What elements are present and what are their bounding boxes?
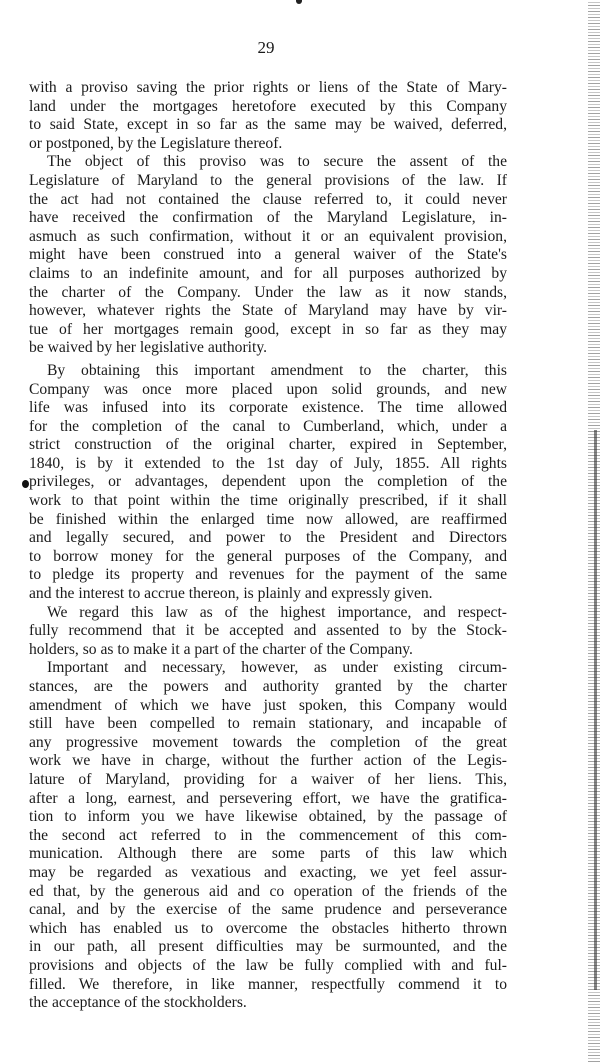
text-line: work to that point within the time originally prescribed, if it shall (29, 492, 507, 510)
text-line: filled. We therefore, in like manner, respectfully commend it to (29, 975, 507, 993)
text-line: with a proviso saving the prior rights or liens of the State of Mary- (29, 79, 507, 96)
text-line: privileges, or advantages, dependent upon the completion of the (29, 473, 507, 491)
paragraph (29, 79, 507, 153)
text-line: after a long, earnest, and persevering effort, we have the gratifica- (29, 789, 507, 807)
body-text (29, 79, 507, 1013)
text-line: life was infused into its corporate existence. The time allowed (29, 399, 507, 417)
text-line: asmuch as such confirmation, without it or an equivalent provision, (29, 227, 507, 245)
text-line: might have been construed into a general waiver of the State's (29, 246, 507, 264)
text-line: holders, so as to make it a part of the charter of the Company. (29, 640, 413, 658)
scan-mark (296, 0, 302, 4)
text-line: ed that, by the generous aid and co operation of the friends of the (29, 882, 507, 900)
text-line: however, whatever rights the State of Maryland may have by vir- (29, 302, 507, 320)
text-line: Legislature of Maryland to the general provisions of the law. If (29, 171, 507, 189)
text-line: lature of Maryland, providing for a waiver of her liens. This, (29, 770, 507, 788)
text-line: Company was once more placed upon solid grounds, and new (29, 380, 507, 398)
text-line: may be regarded as vexatious and exacting, we yet feel assur- (29, 863, 507, 881)
text-line: By obtaining this important amendment to the charter, this (47, 361, 507, 379)
text-line: to said State, except in so far as the same may be waived, deferred, (29, 116, 507, 134)
text-line: and legally secured, and power to the President and Directors (29, 529, 507, 547)
text-line: We regard this law as of the highest importance, and respect- (47, 603, 507, 621)
text-line: to pledge its property and revenues for the payment of the same (29, 566, 507, 584)
text-line: tue of her mortgages remain good, except in so far as they may (29, 320, 507, 338)
ink-blot (22, 480, 29, 488)
paragraph (29, 362, 507, 604)
text-line: have received the confirmation of the Maryland Legislature, in- (29, 209, 507, 227)
text-line: the act had not contained the clause referred to, it could never (29, 190, 507, 208)
text-line: the charter of the Company. Under the law as it now stands, (29, 283, 507, 301)
text-line: munication. Although there are some parts of this law which (29, 845, 507, 863)
text-line: stances, are the powers and authority granted by the charter (29, 678, 507, 695)
paragraph (29, 153, 507, 358)
text-line: provisions and objects of the law be fully complied with and ful- (29, 956, 507, 974)
text-line: be finished within the enlarged time now allowed, are reaffirmed (29, 510, 507, 528)
text-line: work we have in charge, without the further action of the Legis- (29, 752, 507, 770)
text-line: The object of this proviso was to secure the assent of the (47, 153, 507, 171)
text-line: the second act referred to in the commencement of this com- (29, 826, 507, 844)
text-line: any progressive movement towards the completion of the great (29, 733, 507, 751)
text-line: be waived by her legislative authority. (29, 339, 268, 357)
text-line: for the completion of the canal to Cumberland, which, under a (29, 417, 507, 435)
paragraph (29, 604, 507, 660)
text-line: and the interest to accrue thereon, is plainly and expressly given. (29, 585, 433, 603)
text-line: strict construction of the original charter, expired in September, (29, 436, 507, 454)
text-line: fully recommend that it be accepted and assented to by the Stock- (29, 622, 507, 640)
text-line: in our path, all present difficulties may be surmounted, and the (29, 938, 507, 956)
text-line: tion to inform you we have likewise obtained, by the passage of (29, 808, 507, 826)
text-line: land under the mortgages heretofore executed by this Company (29, 97, 507, 115)
text-line: claims to an indefinite amount, and for all purposes authorized by (29, 264, 507, 282)
text-line: still have been compelled to remain stationary, and incapable of (29, 715, 507, 733)
scan-edge-shadow (594, 430, 597, 990)
text-line: canal, and by the exercise of the same prudence and perseverance (29, 901, 507, 919)
text-line: or postponed, by the Legislature thereof. (29, 134, 283, 152)
text-line: Important and necessary, however, as under existing circum- (47, 659, 507, 677)
text-line: which has enabled us to overcome the obstacles hitherto thrown (29, 919, 507, 937)
text-line: 1840, is by it extended to the 1st day of July, 1855. All rights (29, 454, 507, 472)
text-line: to borrow money for the general purposes of the Company, and (29, 547, 507, 565)
text-line: amendment of which we have just spoken, this Company would (29, 696, 507, 714)
page-number: 29 (257, 38, 275, 57)
text-line: the acceptance of the stockholders. (29, 994, 247, 1012)
paragraph (29, 659, 507, 1012)
